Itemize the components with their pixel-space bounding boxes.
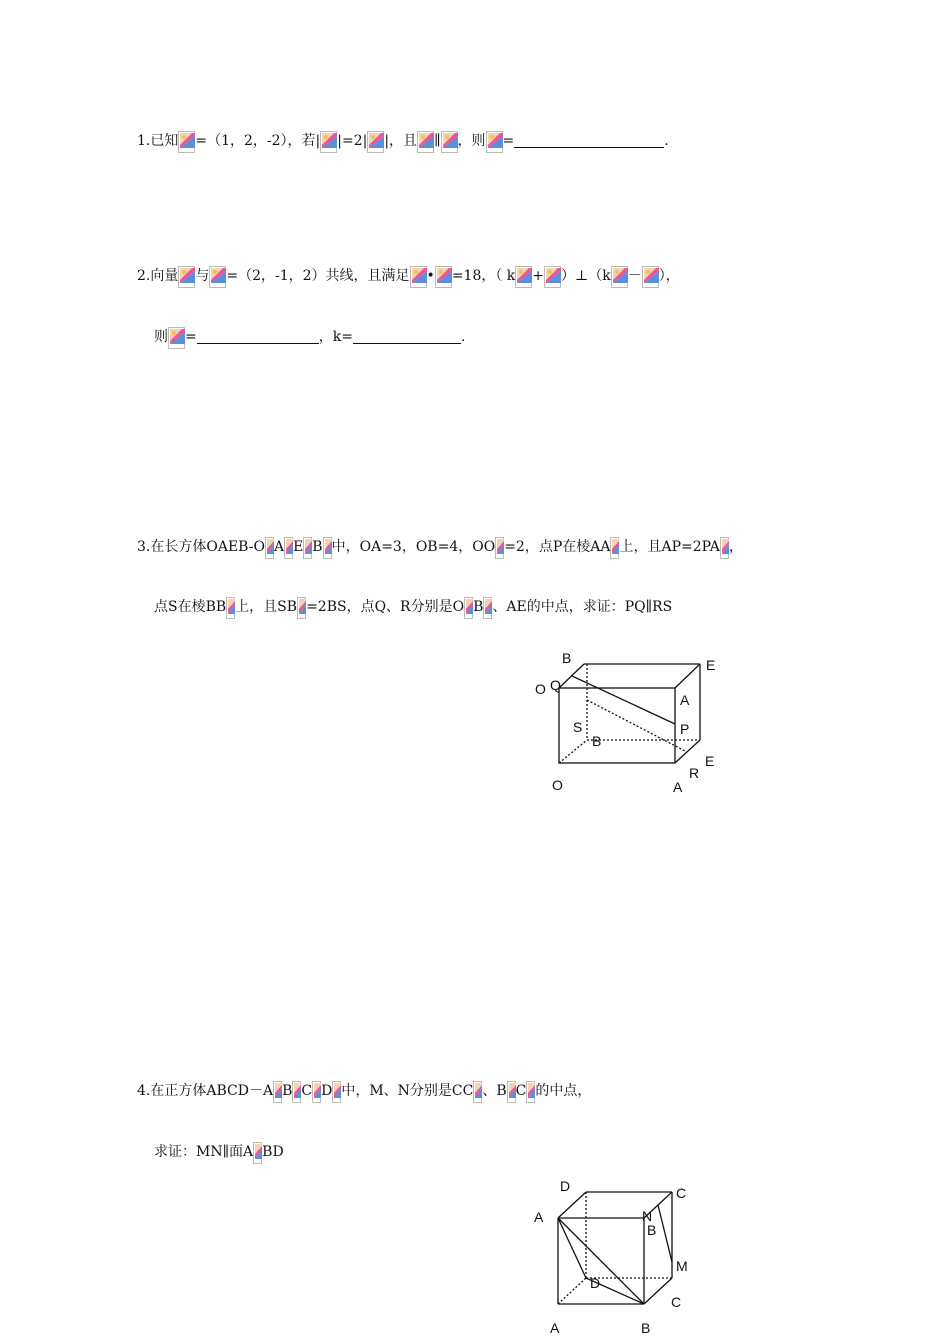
label-N: N (642, 1208, 653, 1224)
label-C: C (671, 1294, 682, 1310)
broken-image-icon (610, 537, 619, 559)
broken-image-icon (292, 1081, 301, 1103)
broken-image-icon (515, 266, 532, 288)
broken-image-icon (483, 597, 492, 619)
broken-image-icon (209, 266, 226, 288)
cube-figure (528, 1178, 728, 1343)
broken-image-icon (168, 327, 185, 349)
broken-image-icon (178, 131, 195, 153)
answer-blank[interactable] (197, 329, 319, 344)
label-O: O (552, 777, 563, 793)
broken-image-icon (297, 597, 306, 619)
label-P: P (680, 721, 690, 737)
label-A1: A (680, 692, 690, 708)
broken-image-icon (410, 266, 427, 288)
broken-image-icon (526, 1081, 535, 1103)
broken-image-icon (611, 266, 628, 288)
broken-image-icon (486, 131, 503, 153)
broken-image-icon (642, 266, 659, 288)
label-B: B (592, 733, 602, 749)
broken-image-icon (332, 1081, 341, 1103)
label-Q: Q (550, 677, 561, 693)
question-number: 2. (137, 268, 151, 284)
question-2-line-2: 则 = ，k= . (154, 327, 465, 349)
broken-image-icon (507, 1081, 516, 1103)
question-4-line-2: 求证：MN∥面A BD (154, 1142, 284, 1164)
question-4-line-1: 4.在正方体ABCD－A B C D 中，M、N分别是CC 、B C 的中点， (137, 1081, 591, 1103)
broken-image-icon (273, 1081, 282, 1103)
label-A1: A (534, 1209, 544, 1225)
broken-image-icon (417, 131, 434, 153)
label-D1: D (560, 1178, 571, 1194)
label-D: D (590, 1275, 601, 1291)
cuboid-figure (530, 648, 730, 798)
question-1: 1.已知 =（1，2，-2），若| |=2| |，且 ∥ ，则 = . (137, 131, 669, 153)
label-S: S (573, 719, 583, 735)
question-2-line-1: 2.向量 与 =（2，-1，2）共线，且满足 • =18，（ k + ）⊥（k － ）， (137, 266, 680, 288)
broken-image-icon (464, 597, 473, 619)
answer-blank[interactable] (353, 329, 461, 344)
question-number: 3. (137, 539, 151, 555)
broken-image-icon (367, 131, 384, 153)
question-number: 4. (137, 1083, 151, 1099)
label-M: M (676, 1258, 688, 1274)
answer-blank[interactable] (514, 133, 664, 148)
broken-image-icon (441, 131, 458, 153)
broken-image-icon (265, 537, 274, 559)
label-B: B (641, 1320, 651, 1336)
question-number: 1. (137, 133, 151, 149)
broken-image-icon (303, 537, 312, 559)
label-R: R (689, 765, 700, 781)
broken-image-icon (720, 537, 729, 559)
broken-image-icon (473, 1081, 482, 1103)
broken-image-icon (435, 266, 452, 288)
label-E1: E (706, 657, 716, 673)
label-A: A (550, 1320, 560, 1336)
broken-image-icon (495, 537, 504, 559)
broken-image-icon (320, 131, 337, 153)
broken-image-icon (253, 1142, 262, 1164)
broken-image-icon (284, 537, 293, 559)
question-3-line-1: 3.在长方体OAEB-O A E B 中，OA=3，OB=4，OO =2，点P在棱AA 上，且AP=2PA ， (137, 537, 743, 559)
broken-image-icon (544, 266, 561, 288)
question-3-line-2: 点S在棱BB 上，且SB =2BS，点Q、R分别是O B 、AE的中点，求证：PQ∥RS (154, 597, 672, 619)
broken-image-icon (178, 266, 195, 288)
label-B1: B (647, 1222, 657, 1238)
broken-image-icon (323, 537, 332, 559)
broken-image-icon (226, 597, 235, 619)
label-B1: B (562, 650, 572, 666)
label-A: A (673, 779, 683, 795)
broken-image-icon (312, 1081, 321, 1103)
label-E: E (705, 753, 715, 769)
label-C1: C (676, 1185, 687, 1201)
label-O1: O (535, 681, 546, 697)
